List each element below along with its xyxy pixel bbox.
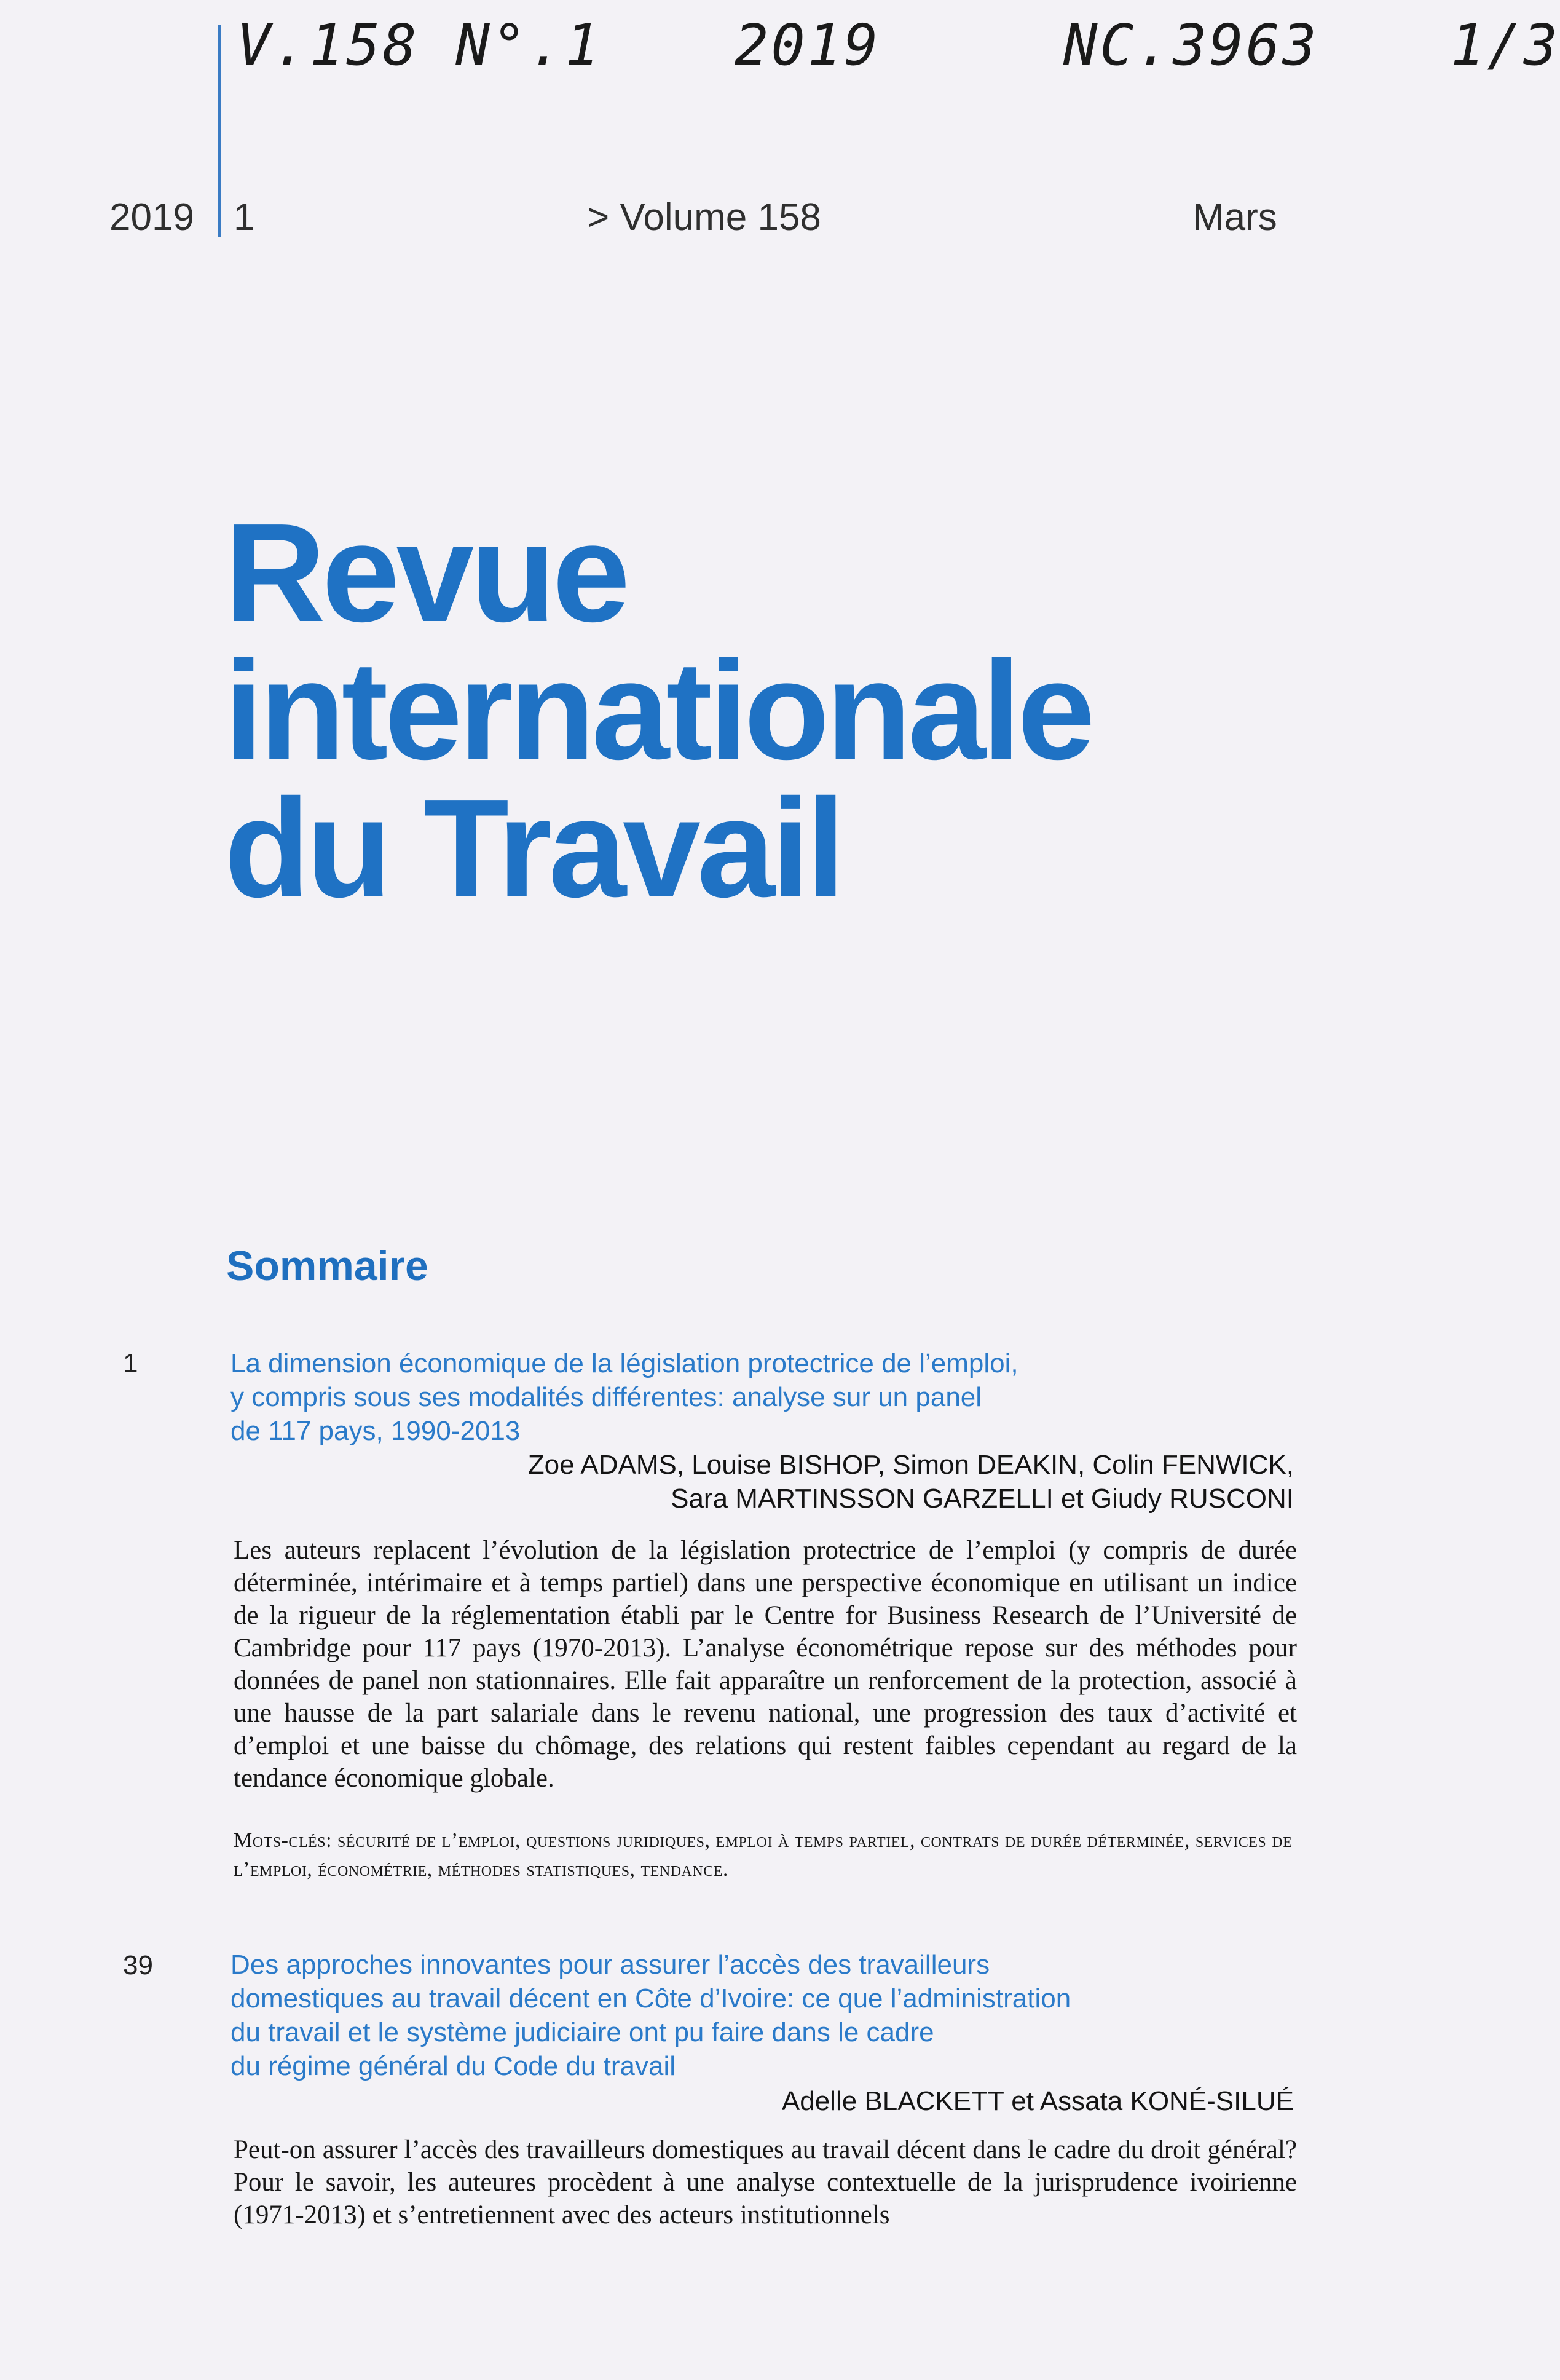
article-2-authors — [782, 2084, 1294, 2118]
article-2-title — [230, 1948, 1071, 2083]
journal-title-line-3: du Travail — [224, 770, 842, 927]
journal-title-line-1: Revue — [224, 495, 627, 651]
journal-title — [224, 495, 1092, 927]
header-year: 2019 — [109, 196, 194, 239]
handwritten-volume: V.158 N°.1 — [237, 12, 602, 78]
article-2-title-line: domestiques au travail décent en Côte d’Ivoire: ce que l’administration — [230, 1983, 1071, 2014]
article-2-title-line: du travail et le système judiciaire ont pu faire dans le cadre — [230, 2017, 934, 2047]
header-month: Mars — [1192, 196, 1277, 239]
article-1-title-line: de 117 pays, 1990-2013 — [230, 1416, 521, 1446]
header-divider — [218, 25, 221, 237]
article-1-page-number: 1 — [123, 1348, 138, 1378]
article-2-author-line: Adelle BLACKETT et Assata KONÉ-SILUÉ — [781, 2086, 1294, 2116]
handwritten-part: 1/3 — [1451, 12, 1560, 78]
article-1-author-line: Sara MARTINSSON GARZELLI et Giudy RUSCONI — [671, 1484, 1294, 1514]
journal-title-line-2: internationale — [224, 633, 1092, 789]
article-2-title-line: du régime général du Code du travail — [230, 2051, 676, 2081]
article-1-authors — [528, 1448, 1294, 1516]
header-volume: > Volume 158 — [587, 196, 821, 239]
handwritten-code: NC.3963 — [1063, 12, 1319, 78]
article-1-title — [230, 1346, 1018, 1448]
article-1-keywords: Mots-clés: sécurité de l’emploi, questions juridiques, emploi à temps partiel, contrats de durée déterminée, services de l’emploi, économétrie, méthodes statistiques, tendance. — [234, 1829, 1293, 1881]
article-1-title-line: La dimension économique de la législation protectrice de l’emploi, — [230, 1348, 1018, 1378]
article-1-abstract: Les auteurs replacent l’évolution de la législation protectrice de l’emploi (y compris de durée déterminée, intérimaire et à temps partiel) dans une perspective économique en utilisant un indice de la rigueur de la réglementation établi par le Centre for Business Research de l’Université de Cambridge pour 117 pays (1970-2013). L’analyse économétrique repose sur des méthodes pour données de panel non stationnaires. Elle fait apparaître un renforcement de la protection, associé à une hausse de la part salariale dans le revenu national, une progression des taux d’activité et d’emploi et une baisse du chômage, des relations qui restent faibles cependant au regard de la tendance économique globale. — [234, 1536, 1297, 1793]
article-2-title-line: Des approches innovantes pour assurer l’accès des travailleurs — [230, 1950, 990, 1980]
toc-heading: Sommaire — [226, 1243, 428, 1289]
article-1-author-line: Zoe ADAMS, Louise BISHOP, Simon DEAKIN, Colin FENWICK, — [527, 1450, 1294, 1480]
header-issue: 1 — [234, 196, 255, 239]
handwritten-year: 2019 — [735, 12, 881, 78]
article-2-abstract: Peut-on assurer l’accès des travailleurs domestiques au travail décent dans le cadre du droit général? Pour le savoir, les auteures procèdent à une analyse contextuelle de la jurisprudence ivoirienne (1971-2013) et s’entretiennent avec des acteurs institutionnels — [234, 2135, 1297, 2229]
article-2-page-number: 39 — [123, 1950, 153, 1980]
article-1-title-line: y compris sous ses modalités différentes: analyse sur un panel — [230, 1382, 982, 1412]
